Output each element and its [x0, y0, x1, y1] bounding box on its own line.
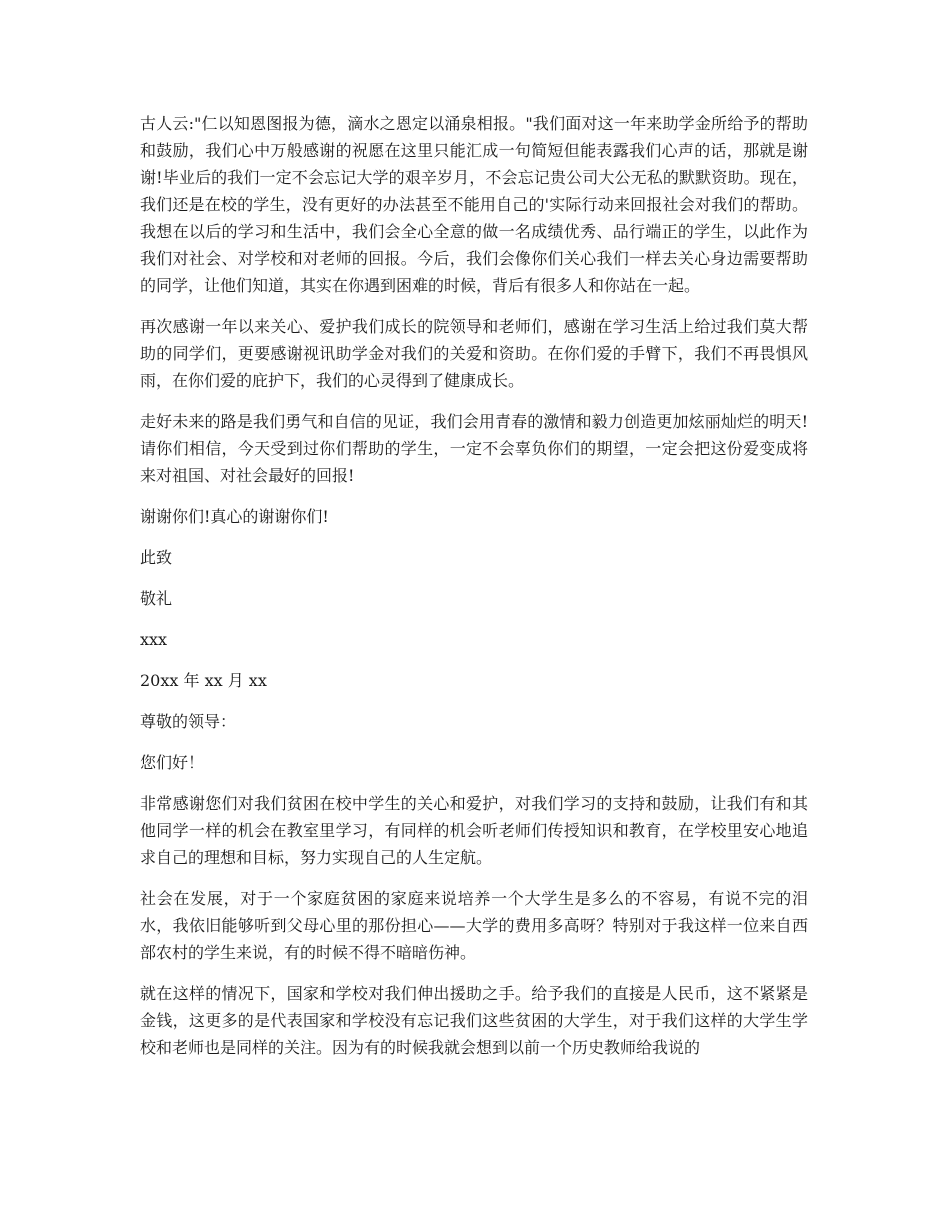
- paragraph-state-assistance: 就在这样的情况下，国家和学校对我们伸出援助之手。给予我们的直接是人民币，这不紧紧是金钱，这更多的是代表国家和学校没有忘记我们这些贫困的大学生，对于我们这样的大学生学校和老师也是同样的关注。因为有的时候我就会想到以前一个历史教师给我说的: [140, 984, 808, 1057]
- letter-hello: 您们好！: [140, 753, 205, 772]
- paragraph-thanks-support: 非常感谢您们对我们贫困在校中学生的关心和爱护，对我们学习的支持和鼓励，让我们有和其他同学一样的机会在教室里学习，有同样的机会听老师们传授知识和教育，在学校里安心地追求自己的理想和目标，努力实现自己的人生定航。: [140, 794, 808, 867]
- paragraph-society-development: 社会在发展，对于一个家庭贫困的家庭来说培养一个大学生是多么的不容易，有说不完的泪水，我依旧能够听到父母心里的那份担心——大学的费用多高呀？特别对于我这样一位来自西部农村的学生来说，有的时候不得不暗暗伤神。: [140, 889, 808, 962]
- signature-date: 20xx 年 xx 月 xx: [140, 671, 267, 690]
- paragraph-future-promise: 走好未来的路是我们勇气和自信的见证，我们会用青春的激情和毅力创造更加炫丽灿烂的明天!请你们相信，今天受到过你们帮助的学生，一定不会辜负你们的期望，一定会把这份爱变成将来对祖国、对社会最好的回报!: [140, 412, 808, 485]
- signature-name: xxx: [140, 630, 168, 649]
- letter-greeting: 尊敬的领导：: [140, 712, 237, 731]
- closing-salutation: 此致: [140, 548, 173, 567]
- paragraph-thanks-teachers: 再次感谢一年以来关心、爱护我们成长的院领导和老师们，感谢在学习生活上给过我们莫大帮助的同学们，更要感谢视讯助学金对我们的关爱和资助。在你们爱的手臂下，我们不再畏惧风雨，在你们爱的庇护下，我们的心灵得到了健康成长。: [140, 317, 808, 390]
- paragraph-gratitude-intro: 古人云:"仁以知恩图报为德，滴水之恩定以涌泉相报。"我们面对这一年来助学金所给予的帮助和鼓励，我们心中万般感谢的祝愿在这里只能汇成一句简短但能表露我们心声的话，那就是谢谢!毕业后的我们一定不会忘记大学的艰辛岁月，不会忘记贵公司大公无私的默默资助。现在，我们还是在校的学生，没有更好的办法甚至不能用自己的'实际行动来回报社会对我们的帮助。我想在以后的学习和生活中，我们会全心全意的做一名成绩优秀、品行端正的学生，以此作为我们对社会、对学校和对老师的回报。今后，我们会像你们关心我们一样去关心身边需要帮助的同学，让他们知道，其实在你遇到困难的时候，背后有很多人和你站在一起。: [140, 114, 808, 295]
- document-body: [140, 110, 808, 1075]
- closing-regards: 敬礼: [140, 589, 173, 608]
- paragraph-thank-you: 谢谢你们!真心的谢谢你们!: [140, 507, 329, 526]
